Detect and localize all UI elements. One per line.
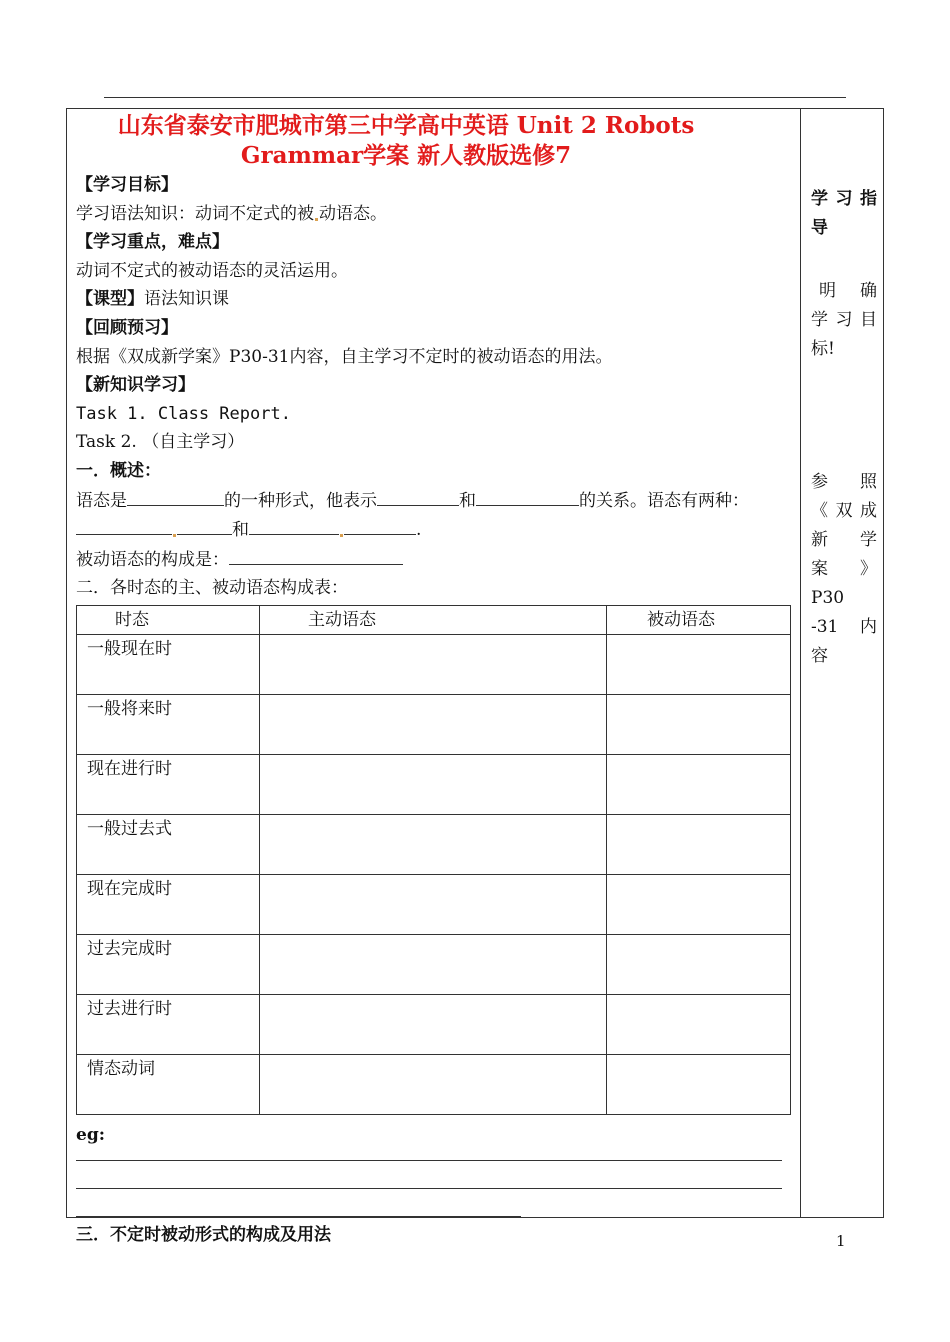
goal-text-part-a: 学习语法知识：动词不定式的被 (76, 203, 314, 224)
guide-note-reference (811, 468, 877, 671)
active-cell[interactable] (260, 694, 607, 754)
table-row (77, 694, 791, 754)
voice-text-a: 语态是 (76, 490, 127, 511)
passive-form-label: 被动语态的构成是： (76, 549, 229, 570)
type-heading: 【课型】 (76, 289, 144, 310)
tense-table (76, 605, 791, 1115)
passive-cell[interactable] (607, 874, 791, 934)
table-header-row (77, 605, 791, 634)
active-cell[interactable] (260, 934, 607, 994)
review-heading: 【回顾预习】 (76, 317, 178, 338)
guidance-column (811, 109, 877, 671)
review-text: 根据《双成新学案》P30-31内容，自主学习不定时的被动语态的用法。 (76, 346, 613, 367)
mark-dot (315, 218, 318, 221)
guide-note-line: 《双成 (811, 501, 877, 521)
table-row (77, 934, 791, 994)
active-cell[interactable] (260, 754, 607, 814)
goal-heading: 【学习目标】 (76, 175, 178, 195)
guide-heading-line: 学习指 (811, 189, 877, 209)
guide-note-line: 学习目 (811, 310, 877, 330)
active-cell[interactable] (260, 634, 607, 694)
voice-text-f: . (416, 520, 422, 541)
active-cell[interactable] (260, 814, 607, 874)
table-heading: 二．各时态的主、被动语态构成表： (76, 578, 348, 599)
key-heading: 【学习重点，难点】 (76, 232, 229, 253)
voice-text-e: 和 (232, 520, 249, 541)
table-row (77, 994, 791, 1054)
worksheet-frame (66, 108, 884, 1245)
answer-line[interactable] (76, 1216, 521, 1217)
guide-heading (811, 185, 877, 243)
fill-blank[interactable] (229, 545, 403, 565)
tense-name: 过去完成时 (77, 934, 260, 994)
overview-heading: 一．概述： (76, 460, 161, 481)
task-2: Task 2. （自主学习） (76, 432, 245, 453)
voice-types (76, 515, 792, 545)
passive-cell[interactable] (607, 814, 791, 874)
goal-text-part-b: 动语态。 (319, 203, 387, 224)
fill-blank[interactable] (344, 515, 416, 535)
voice-text-c: 和 (459, 490, 476, 511)
guide-heading-line: 导 (811, 218, 828, 238)
tense-name: 情态动词 (77, 1054, 260, 1114)
document-title (76, 111, 736, 171)
answer-line[interactable] (76, 1160, 782, 1161)
passive-form-line (76, 545, 792, 575)
key-text: 动词不定式的被动语态的灵活运用。 (76, 260, 348, 281)
eg-label: eg: (76, 1124, 105, 1145)
tense-name: 现在完成时 (77, 874, 260, 934)
fill-blank[interactable] (76, 515, 172, 535)
guide-note-line: -31 内 (811, 617, 877, 637)
passive-cell[interactable] (607, 694, 791, 754)
type-text: 语法知识课 (144, 289, 229, 310)
table-row (77, 634, 791, 694)
table-row (77, 754, 791, 814)
table-row (77, 874, 791, 934)
fill-blank[interactable] (177, 515, 232, 535)
fill-blank[interactable] (476, 486, 579, 506)
passive-cell[interactable] (607, 1054, 791, 1114)
mark-dot (173, 534, 176, 537)
guide-note-line: 标! (811, 339, 835, 359)
fill-blank[interactable] (377, 486, 459, 506)
active-cell[interactable] (260, 994, 607, 1054)
tense-name: 一般现在时 (77, 634, 260, 694)
header-active: 主动语态 (260, 605, 607, 634)
passive-cell[interactable] (607, 754, 791, 814)
header-rule (104, 97, 846, 98)
fill-blank[interactable] (249, 515, 339, 535)
guide-note-goals (811, 277, 877, 364)
tense-name: 一般过去式 (77, 814, 260, 874)
active-cell[interactable] (260, 874, 607, 934)
guide-note-line: 明 确 (819, 281, 877, 301)
new-knowledge-heading: 【新知识学习】 (76, 375, 195, 396)
mark-dot (340, 534, 343, 537)
tense-name: 过去进行时 (77, 994, 260, 1054)
tense-name: 现在进行时 (77, 754, 260, 814)
passive-cell[interactable] (607, 634, 791, 694)
guide-note-line: 案》P30 (811, 559, 877, 608)
guide-note-line: 容 (811, 646, 828, 666)
voice-text-d: 的关系。语态有两种： (579, 490, 749, 511)
active-cell[interactable] (260, 1054, 607, 1114)
table-row (77, 814, 791, 874)
column-divider (800, 109, 801, 1217)
page-number: 1 (836, 1232, 846, 1250)
guide-note-line: 参 照 (811, 472, 877, 492)
voice-definition (76, 486, 792, 516)
table-row (77, 1054, 791, 1114)
passive-cell[interactable] (607, 994, 791, 1054)
title-line-1: 山东省泰安市肥城市第三中学高中英语 Unit 2 Robots (117, 112, 695, 139)
passive-cell[interactable] (607, 934, 791, 994)
title-line-2: Grammar学案 新人教版选修7 (240, 142, 572, 169)
main-column (76, 109, 792, 1249)
goal-text (76, 200, 792, 229)
guide-note-line: 新 学 (811, 530, 877, 550)
header-tense: 时态 (77, 605, 260, 634)
header-passive: 被动语态 (607, 605, 791, 634)
fill-blank[interactable] (127, 486, 224, 506)
answer-line[interactable] (76, 1188, 782, 1189)
task-1: Task 1. Class Report. (76, 403, 291, 424)
voice-text-b: 的一种形式，他表示 (224, 490, 377, 511)
part-3-heading: 三．不定时被动形式的构成及用法 (76, 1224, 331, 1245)
tense-name: 一般将来时 (77, 694, 260, 754)
type-line (76, 285, 792, 314)
